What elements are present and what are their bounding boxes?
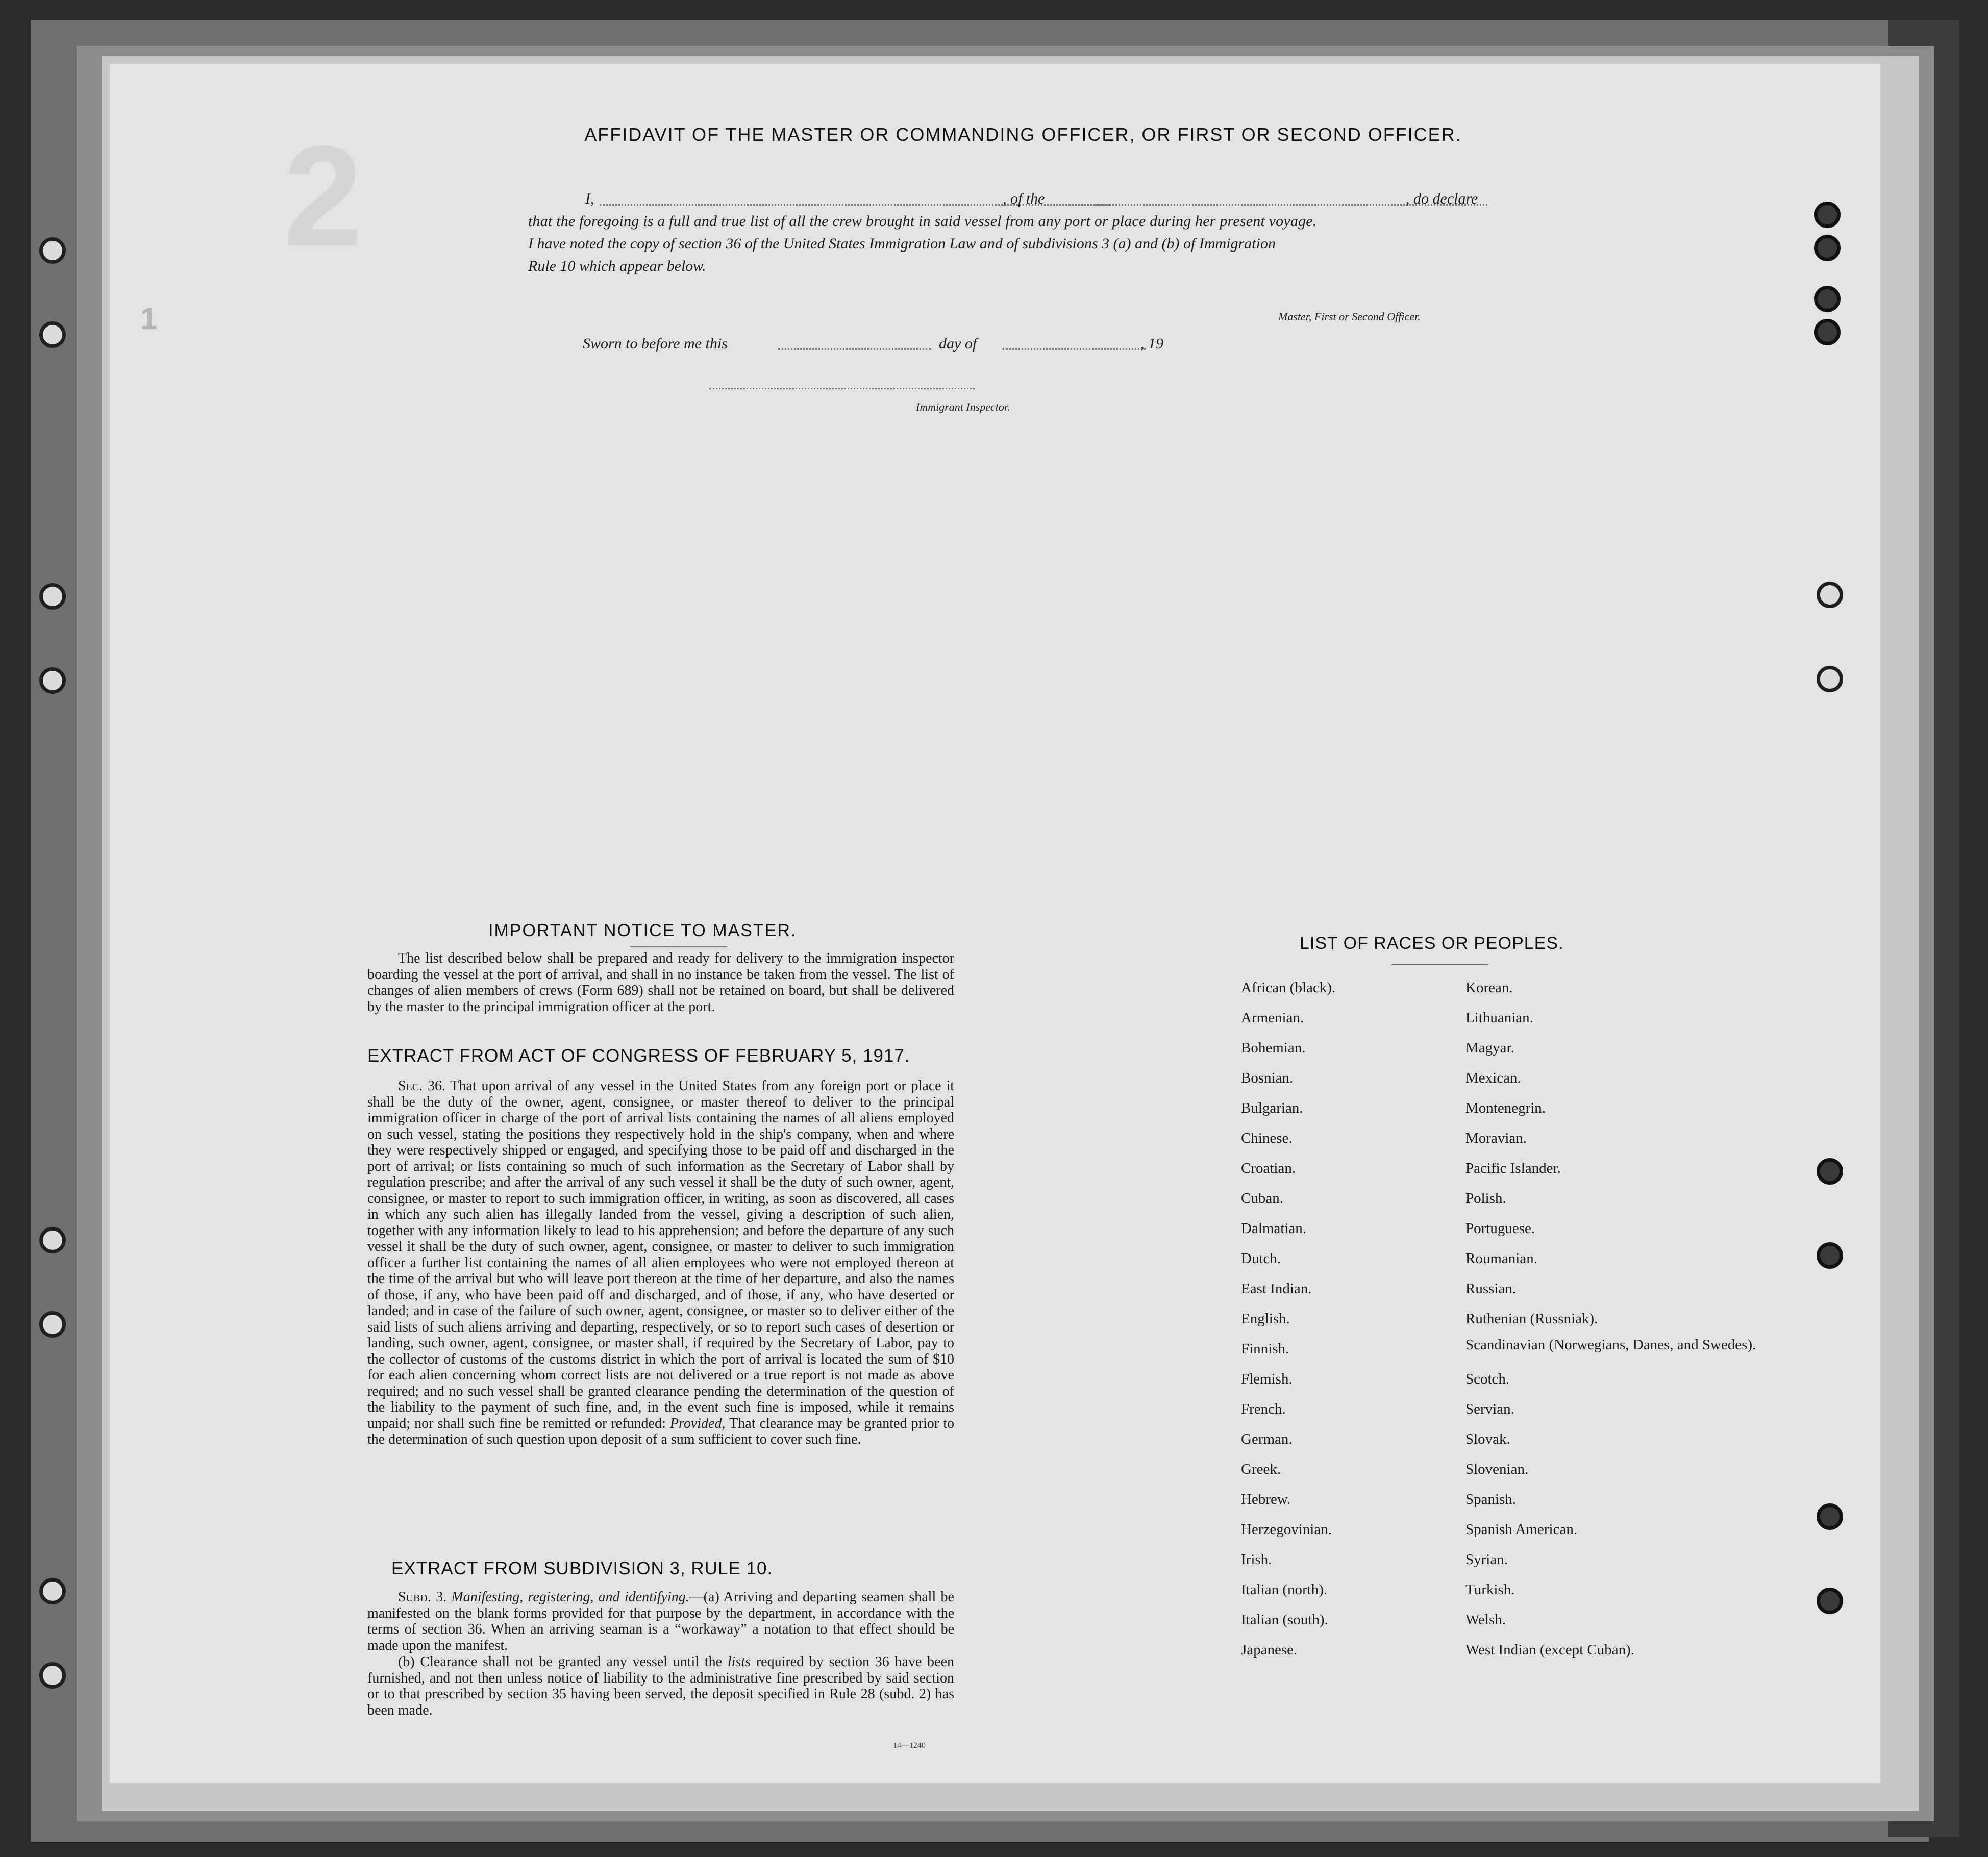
binder-hole <box>39 321 66 348</box>
sworn-month-blank <box>1003 348 1146 350</box>
notice-title: IMPORTANT NOTICE TO MASTER. <box>488 921 797 940</box>
inspector-label: Immigrant Inspector. <box>916 400 1010 413</box>
race-item: Moravian. <box>1465 1130 1527 1146</box>
binder-hole <box>1817 1588 1843 1614</box>
rule-extract-title: EXTRACT FROM SUBDIVISION 3, RULE 10. <box>391 1559 773 1578</box>
race-item: Bohemian. <box>1241 1040 1306 1056</box>
race-item: Greek. <box>1241 1461 1281 1477</box>
race-item: Slovenian. <box>1465 1461 1529 1477</box>
binder-hole <box>1817 582 1843 608</box>
race-item: Italian (north). <box>1241 1582 1328 1598</box>
race-item: Finnish. <box>1241 1341 1289 1357</box>
binder-hole <box>1814 235 1841 261</box>
binder-hole <box>39 583 66 610</box>
binder-hole <box>39 237 66 264</box>
race-item: Russian. <box>1465 1281 1517 1297</box>
day-of-text: day of <box>939 335 977 352</box>
race-item: Cuban. <box>1241 1190 1283 1207</box>
race-item: Portuguese. <box>1465 1220 1535 1237</box>
race-item: Scandinavian (Norwegians, Danes, and Swedes). <box>1465 1337 1756 1353</box>
races-rule <box>1391 964 1488 965</box>
binder-hole <box>1817 666 1843 692</box>
race-item: Polish. <box>1465 1190 1506 1207</box>
notice-rule <box>630 946 727 947</box>
affidavit-line3: I have noted the copy of section 36 of the United States Immigration Law and of subdivisions 3 (a) and (b) of Immigration <box>528 235 1276 252</box>
binder-hole <box>39 1227 66 1253</box>
race-item: Flemish. <box>1241 1371 1293 1387</box>
binder-hole <box>39 1662 66 1689</box>
binder-hole <box>1817 1242 1843 1269</box>
notice-text: The list described below shall be prepared and ready for delivery to the immigration inspector boarding the vessel at the port of arrival, and shall in no instance be taken from the vessel. The list of changes of alien members of crews (Form 689) shall not be retained on board, but shall be delivered by the master to the principal immigration officer at the port. <box>367 950 954 1015</box>
binder-hole <box>1814 202 1841 228</box>
race-item: Herzegovinian. <box>1241 1521 1332 1538</box>
race-item: Japanese. <box>1241 1642 1298 1658</box>
race-item: Welsh. <box>1465 1612 1506 1628</box>
bleed-through-mark: 2 <box>283 117 363 276</box>
binder-hole <box>1817 1158 1843 1185</box>
race-item: Chinese. <box>1241 1130 1293 1146</box>
race-item: Spanish. <box>1465 1491 1517 1508</box>
race-item: African (black). <box>1241 980 1336 996</box>
affidavit-of-the: , of the <box>1003 190 1045 207</box>
binder-hole <box>1814 319 1841 345</box>
races-right-column <box>1465 973 1756 1665</box>
form-page <box>110 64 1880 1783</box>
race-item: Italian (south). <box>1241 1612 1328 1628</box>
race-item: Slovak. <box>1465 1431 1510 1447</box>
rule-extract-para-a: Subd. 3. Manifesting, registering, and identifying.—(a) Arriving and departing seamen shall be manifested on the blank forms provided for that purpose by the department, in accordance with the terms of section 36. When an arriving seaman is a “workaway” a notation to that effect should be made upon the manifest. <box>367 1589 954 1653</box>
section-label: Sec. 36. <box>398 1078 445 1094</box>
race-item: Spanish American. <box>1465 1521 1578 1538</box>
sworn-text: Sworn to before me this <box>583 335 728 352</box>
race-item: Bulgarian. <box>1241 1100 1303 1116</box>
sworn-day-blank <box>778 348 931 350</box>
race-item: Mexican. <box>1465 1070 1521 1086</box>
race-item: Servian. <box>1465 1401 1514 1417</box>
race-item: Irish. <box>1241 1551 1272 1568</box>
race-item: English. <box>1241 1311 1290 1327</box>
race-item: Pacific Islander. <box>1465 1160 1561 1176</box>
year-text: , 19 <box>1140 335 1163 352</box>
race-item: West Indian (except Cuban). <box>1465 1642 1635 1658</box>
inspector-signature-blank <box>709 388 975 389</box>
race-item: Ruthenian (Russniak). <box>1465 1311 1598 1327</box>
race-item: Magyar. <box>1465 1040 1514 1056</box>
rule-extract-para-b: (b) Clearance shall not be granted any vessel until the lists required by section 36 have been furnished, and not then unless notice of liability to the administrative fine prescribed by said section or to that prescribed by section 35 having been served, the deposit specified in Rule 28 (subd. 2) has been made. <box>367 1654 955 1718</box>
race-item: German. <box>1241 1431 1293 1447</box>
race-item: East Indian. <box>1241 1281 1312 1297</box>
race-item: French. <box>1241 1401 1286 1417</box>
affidavit-i: I, <box>585 190 594 207</box>
races-left-column <box>1241 973 1335 1665</box>
race-item: Hebrew. <box>1241 1491 1291 1508</box>
affidavit-title: AFFIDAVIT OF THE MASTER OR COMMANDING OFFICER, OR FIRST OR SECOND OFFICER. <box>584 124 1462 145</box>
race-item: Roumanian. <box>1465 1250 1537 1267</box>
affidavit-do-declare: , do declare <box>1406 190 1478 207</box>
affidavit-line2: that the foregoing is a full and true list of all the crew brought in said vessel from any port or place during her present voyage. <box>528 213 1317 230</box>
races-title: LIST OF RACES OR PEOPLES. <box>1300 934 1564 953</box>
race-item: Lithuanian. <box>1465 1010 1533 1026</box>
race-item: Turkish. <box>1465 1582 1515 1598</box>
race-item: Scotch. <box>1465 1371 1510 1387</box>
binder-hole <box>1814 286 1841 312</box>
race-item: Bosnian. <box>1241 1070 1294 1086</box>
act-extract-text: Sec. 36. That upon arrival of any vessel in the United States from any foreign port or place it shall be the duty of the owner, agent, consignee, or master thereof to deliver to the principal immigration officer in charge of the port of arrival lists containing the names of all aliens employed on such vessel, stating the positions they respectively hold in the ship's company, when and where they were respectively shipped or engaged, and specifying those to be paid off and discharged in the port of arrival; or lists containing so much of such information as the Secretary of Labor shall by regulation prescribe; and after the arrival of any such vessel it shall be the duty of such owner, agent, consignee, or master to report to such immigration officer, in writing, as soon as discovered, all cases in which any such alien has illegally landed from the vessel, giving a description of such alien, together with any information likely to lead to his apprehension; and before the departure of any such vessel it shall be the duty of such owner, agent, consignee, or master to deliver to such immigration officer a further list containing the names of all alien employees who were not employed thereon at the time of the arrival but who will leave port thereon at the time of her departure, and also the names of those, if any, who have been paid off and discharged, and of those, if any, who have deserted or landed; and in case of the failure of such owner, agent, consignee, or master so to deliver either of the said lists of such aliens arriving and departing, respectively, or so to report such cases of desertion or landing, such owner, agent, consignee, or master shall, if required by the Secretary of Labor, pay to the collector of customs of the customs district in which the port of arrival is located the sum of $10 for each alien concerning whom correct lists are not delivered or a true report is not made as above required; and no such vessel shall be granted clearance pending the determination of the question of the liability to the payment of such fine, and, in the event such fine is imposed, while it remains unpaid; nor shall such fine be remitted or refunded: Provided, That clearance may be granted prior to the determination of such question upon deposit of a sum sufficient to cover such fine. <box>367 1078 955 1447</box>
form-number: 14—1240 <box>893 1741 926 1750</box>
bleed-through-mark: 1 <box>140 302 158 336</box>
signature-label: Master, First or Second Officer. <box>1278 310 1421 323</box>
race-item: Montenegrin. <box>1465 1100 1546 1116</box>
race-item: Dutch. <box>1241 1250 1281 1267</box>
race-item: Syrian. <box>1465 1551 1508 1568</box>
race-item: Armenian. <box>1241 1010 1304 1026</box>
binder-hole <box>1817 1503 1843 1530</box>
act-extract-title: EXTRACT FROM ACT OF CONGRESS OF FEBRUARY 5, 1917. <box>367 1046 910 1066</box>
binder-hole <box>39 1578 66 1604</box>
binder-hole <box>39 667 66 694</box>
race-item: Croatian. <box>1241 1160 1296 1176</box>
binder-hole <box>39 1311 66 1338</box>
race-item: Dalmatian. <box>1241 1220 1307 1237</box>
race-item: Korean. <box>1465 980 1513 996</box>
affidavit-line4: Rule 10 which appear below. <box>528 258 706 274</box>
